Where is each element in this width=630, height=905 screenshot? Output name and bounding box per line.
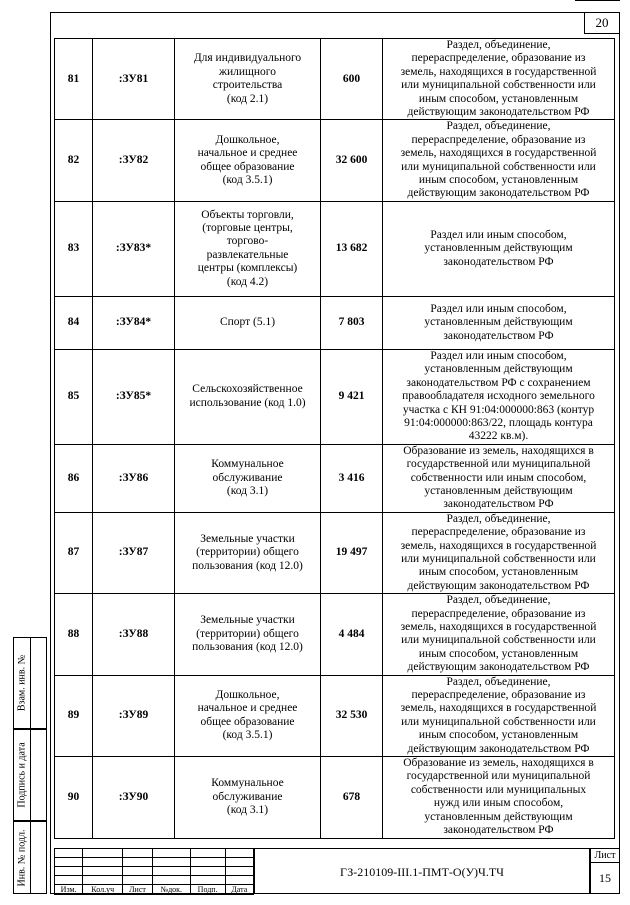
sheet-label: Лист [591, 849, 619, 863]
permitted-use [175, 594, 321, 675]
permitted-use-line: пользования (код 12.0) [192, 559, 303, 572]
permitted-use-line: Земельные участки [200, 614, 295, 627]
formation-method-line: или муниципальной собственности или [401, 552, 596, 565]
permitted-use-line: Коммунальное [211, 777, 284, 790]
permitted-use [175, 444, 321, 512]
plot-area: 4 484 [321, 594, 383, 675]
formation-method-line: иным способом, установленным [418, 647, 579, 660]
permitted-use-line: Для индивидуального [193, 52, 302, 65]
permitted-use [175, 512, 321, 593]
row-number: 90 [55, 757, 93, 838]
permitted-use-line: Дошкольное, [215, 133, 280, 146]
formation-method [383, 120, 615, 201]
stamp-col-data: Дата [225, 885, 253, 895]
formation-method-line: законодательством РФ [443, 329, 554, 342]
row-number: 88 [55, 594, 93, 675]
formation-method-line: Раздел, объединение, [446, 594, 551, 607]
permitted-use-line: обслуживание [212, 790, 283, 803]
permitted-use-line: Объекты торговли, [201, 208, 294, 221]
formation-method-line: 43222 кв.м). [468, 430, 529, 443]
permitted-use-line: (код 3.5.1) [222, 174, 273, 187]
table-row [55, 675, 615, 756]
formation-method-line: Раздел, объединение, [446, 39, 551, 51]
stamp-col-ndok: №док. [152, 885, 190, 895]
formation-method-line: законодательством РФ [443, 255, 554, 268]
permitted-use-line: (код 4.2) [226, 275, 269, 288]
plot-area: 19 497 [321, 512, 383, 593]
formation-method [383, 39, 615, 120]
permitted-use [175, 757, 321, 838]
formation-method-line: установленным действующим [424, 242, 573, 255]
permitted-use-line: обслуживание [212, 471, 283, 484]
permitted-use-line: (торговые центры, [202, 222, 293, 235]
side-label-inv: Инв. № подл. [16, 829, 28, 886]
document-code: ГЗ-210109-III.1-ПМТ-О(У)Ч.ТЧ [254, 848, 590, 894]
permitted-use-line: пользования (код 12.0) [192, 641, 303, 654]
formation-method-line: перераспределение, образование из [411, 689, 586, 702]
formation-method [383, 444, 615, 512]
formation-method-line: земель, находящихся в государственной [400, 65, 597, 78]
formation-method-line: установленным действующим [424, 363, 573, 376]
formation-method-line: установленным действующим [424, 810, 573, 823]
permitted-use-line: (код 3.5.1) [222, 729, 273, 742]
row-number: 89 [55, 675, 93, 756]
plot-code: :ЗУ85* [93, 349, 175, 444]
table-body [55, 39, 615, 839]
title-block [54, 848, 620, 894]
permitted-use [175, 675, 321, 756]
permitted-use-line: Коммунальное [211, 458, 284, 471]
row-number: 87 [55, 512, 93, 593]
permitted-use-line: торгово- [226, 235, 269, 248]
formation-method-line: или муниципальной собственности или [401, 79, 596, 92]
table-row [55, 120, 615, 201]
plot-code: :ЗУ81 [93, 39, 175, 120]
formation-method-line: перераспределение, образование из [411, 607, 586, 620]
formation-method-line: правообладателя исходного земельного [402, 390, 595, 403]
table-row [55, 757, 615, 838]
top-rule [575, 0, 620, 1]
formation-method-line: или муниципальной собственности или [401, 715, 596, 728]
formation-method-line: государственной или муниципальной [406, 458, 591, 471]
permitted-use [175, 201, 321, 296]
permitted-use [175, 39, 321, 120]
formation-method-line: Раздел, объединение, [446, 120, 551, 133]
permitted-use-line: строительства [212, 79, 283, 92]
formation-method-line: перераспределение, образование из [411, 526, 586, 539]
plot-code: :ЗУ90 [93, 757, 175, 838]
plot-code: :ЗУ88 [93, 594, 175, 675]
formation-method-line: земель, находящихся в государственной [400, 147, 597, 160]
row-number: 81 [55, 39, 93, 120]
formation-method-line: 91:04:000000:863/22, площадь контура [404, 416, 593, 429]
formation-method-line: иным способом, установленным [418, 92, 579, 105]
formation-method [383, 201, 615, 296]
stamp-grid [54, 848, 254, 895]
plot-area: 678 [321, 757, 383, 838]
plot-code: :ЗУ89 [93, 675, 175, 756]
permitted-use-line: (код 3.1) [226, 484, 269, 497]
formation-method-line: земель, находящихся в государственной [400, 621, 597, 633]
permitted-use [175, 296, 321, 349]
stamp-col-izm: Изм. [55, 885, 83, 895]
plot-area: 13 682 [321, 201, 383, 296]
formation-method-line: законодательством РФ [443, 824, 554, 837]
formation-method-line: действующим законодательством РФ [407, 187, 590, 200]
formation-method-line: иным способом, установленным [418, 729, 579, 742]
permitted-use-line: начальное и среднее [197, 147, 298, 160]
row-number: 83 [55, 201, 93, 296]
permitted-use-line: (территории) общего [196, 546, 299, 559]
side-block-vzam [13, 637, 47, 729]
formation-method [383, 512, 615, 593]
permitted-use-line: центры (комплексы) [197, 262, 298, 275]
permitted-use-line: Дошкольное, [215, 689, 280, 702]
formation-method-line: или муниципальной собственности или [401, 160, 596, 173]
formation-method-line: Раздел или иным способом, [430, 302, 567, 315]
formation-method-line: Раздел или иным способом, [430, 349, 567, 362]
formation-method-line: законодательством РФ [443, 498, 554, 511]
formation-method-line: или муниципальной собственности или [401, 634, 596, 647]
formation-method-line: государственной или муниципальной [406, 770, 591, 783]
permitted-use-line: Сельскохозяйственное [192, 383, 303, 396]
side-block-inv [13, 821, 47, 894]
formation-method-line: законодательством РФ с сохранением [406, 376, 591, 389]
plot-area: 32 600 [321, 120, 383, 201]
sheet-number: 15 [599, 871, 611, 885]
formation-method-line: Раздел, объединение, [446, 675, 551, 688]
formation-method [383, 296, 615, 349]
formation-method [383, 594, 615, 675]
plot-area: 3 416 [321, 444, 383, 512]
plot-area: 600 [321, 39, 383, 120]
formation-method-line: земель, находящихся в государственной [400, 539, 597, 552]
row-number: 85 [55, 349, 93, 444]
formation-method-line: перераспределение, образование из [411, 133, 586, 146]
table-row [55, 349, 615, 444]
permitted-use-line: общее образование [200, 160, 295, 173]
formation-method-line: Образование из земель, находящихся в [403, 757, 594, 770]
plot-code: :ЗУ84* [93, 296, 175, 349]
permitted-use-line: общее образование [200, 715, 295, 728]
plot-area: 32 530 [321, 675, 383, 756]
permitted-use-line: жилищного [219, 65, 276, 78]
formation-method-line: перераспределение, образование из [411, 52, 586, 65]
formation-method-line: действующим законодательством РФ [407, 579, 590, 592]
formation-method-line: установленным действующим [424, 316, 573, 329]
side-label-vzam: Взам. инв. № [16, 654, 28, 712]
table-row [55, 444, 615, 512]
table-row [55, 201, 615, 296]
permitted-use [175, 120, 321, 201]
permitted-use-line: (код 3.1) [226, 803, 269, 816]
plot-code: :ЗУ87 [93, 512, 175, 593]
formation-method-line: действующим законодательством РФ [407, 661, 590, 674]
formation-method-line: земель, находящихся в государственной [400, 702, 597, 715]
sheet-cell [590, 848, 620, 894]
plot-area: 9 421 [321, 349, 383, 444]
formation-method-line: Раздел или иным способом, [430, 228, 567, 241]
side-block-podpis [13, 729, 47, 821]
permitted-use-line: Спорт (5.1) [219, 316, 276, 329]
side-label-podpis: Подпись и дата [16, 742, 28, 808]
formation-method-line: установленным действующим [424, 484, 573, 497]
page-number-top: 20 [584, 12, 620, 34]
row-number: 86 [55, 444, 93, 512]
formation-method-line: нужд или иным способом, [433, 797, 564, 810]
row-number: 84 [55, 296, 93, 349]
plot-code: :ЗУ86 [93, 444, 175, 512]
table-row [55, 296, 615, 349]
formation-method-line: иным способом, установленным [418, 566, 579, 579]
permitted-use [175, 349, 321, 444]
formation-method [383, 757, 615, 838]
formation-method-line: Раздел, объединение, [446, 512, 551, 525]
plot-area: 7 803 [321, 296, 383, 349]
stamp-col-list: Лист [123, 885, 153, 895]
formation-method-line: действующим законодательством РФ [407, 742, 590, 755]
formation-method [383, 349, 615, 444]
table-row [55, 39, 615, 120]
plot-code: :ЗУ83* [93, 201, 175, 296]
formation-method-line: действующим законодательством РФ [407, 106, 590, 119]
stamp-col-podp: Подп. [190, 885, 225, 895]
permitted-use-line: начальное и среднее [197, 702, 298, 715]
formation-method-line: собственности или муниципальных [410, 783, 587, 796]
permitted-use-line: (код 2.1) [226, 92, 269, 105]
formation-method-line: собственности или иным способом, [410, 471, 587, 484]
permitted-use-line: Земельные участки [200, 532, 295, 545]
permitted-use-line: развлекательные [206, 248, 289, 261]
table-row [55, 512, 615, 593]
row-number: 82 [55, 120, 93, 201]
formation-method-line: участка с КН 91:04:000000:863 (контур [402, 403, 595, 416]
plot-code: :ЗУ82 [93, 120, 175, 201]
table-row [55, 594, 615, 675]
land-plots-table [54, 38, 615, 839]
permitted-use-line: использование (код 1.0) [189, 396, 306, 409]
formation-method-line: Образование из земель, находящихся в [403, 444, 594, 457]
formation-method [383, 675, 615, 756]
formation-method-line: иным способом, установленным [418, 174, 579, 187]
permitted-use-line: (территории) общего [196, 627, 299, 640]
stamp-col-koluch: Кол.уч [83, 885, 123, 895]
